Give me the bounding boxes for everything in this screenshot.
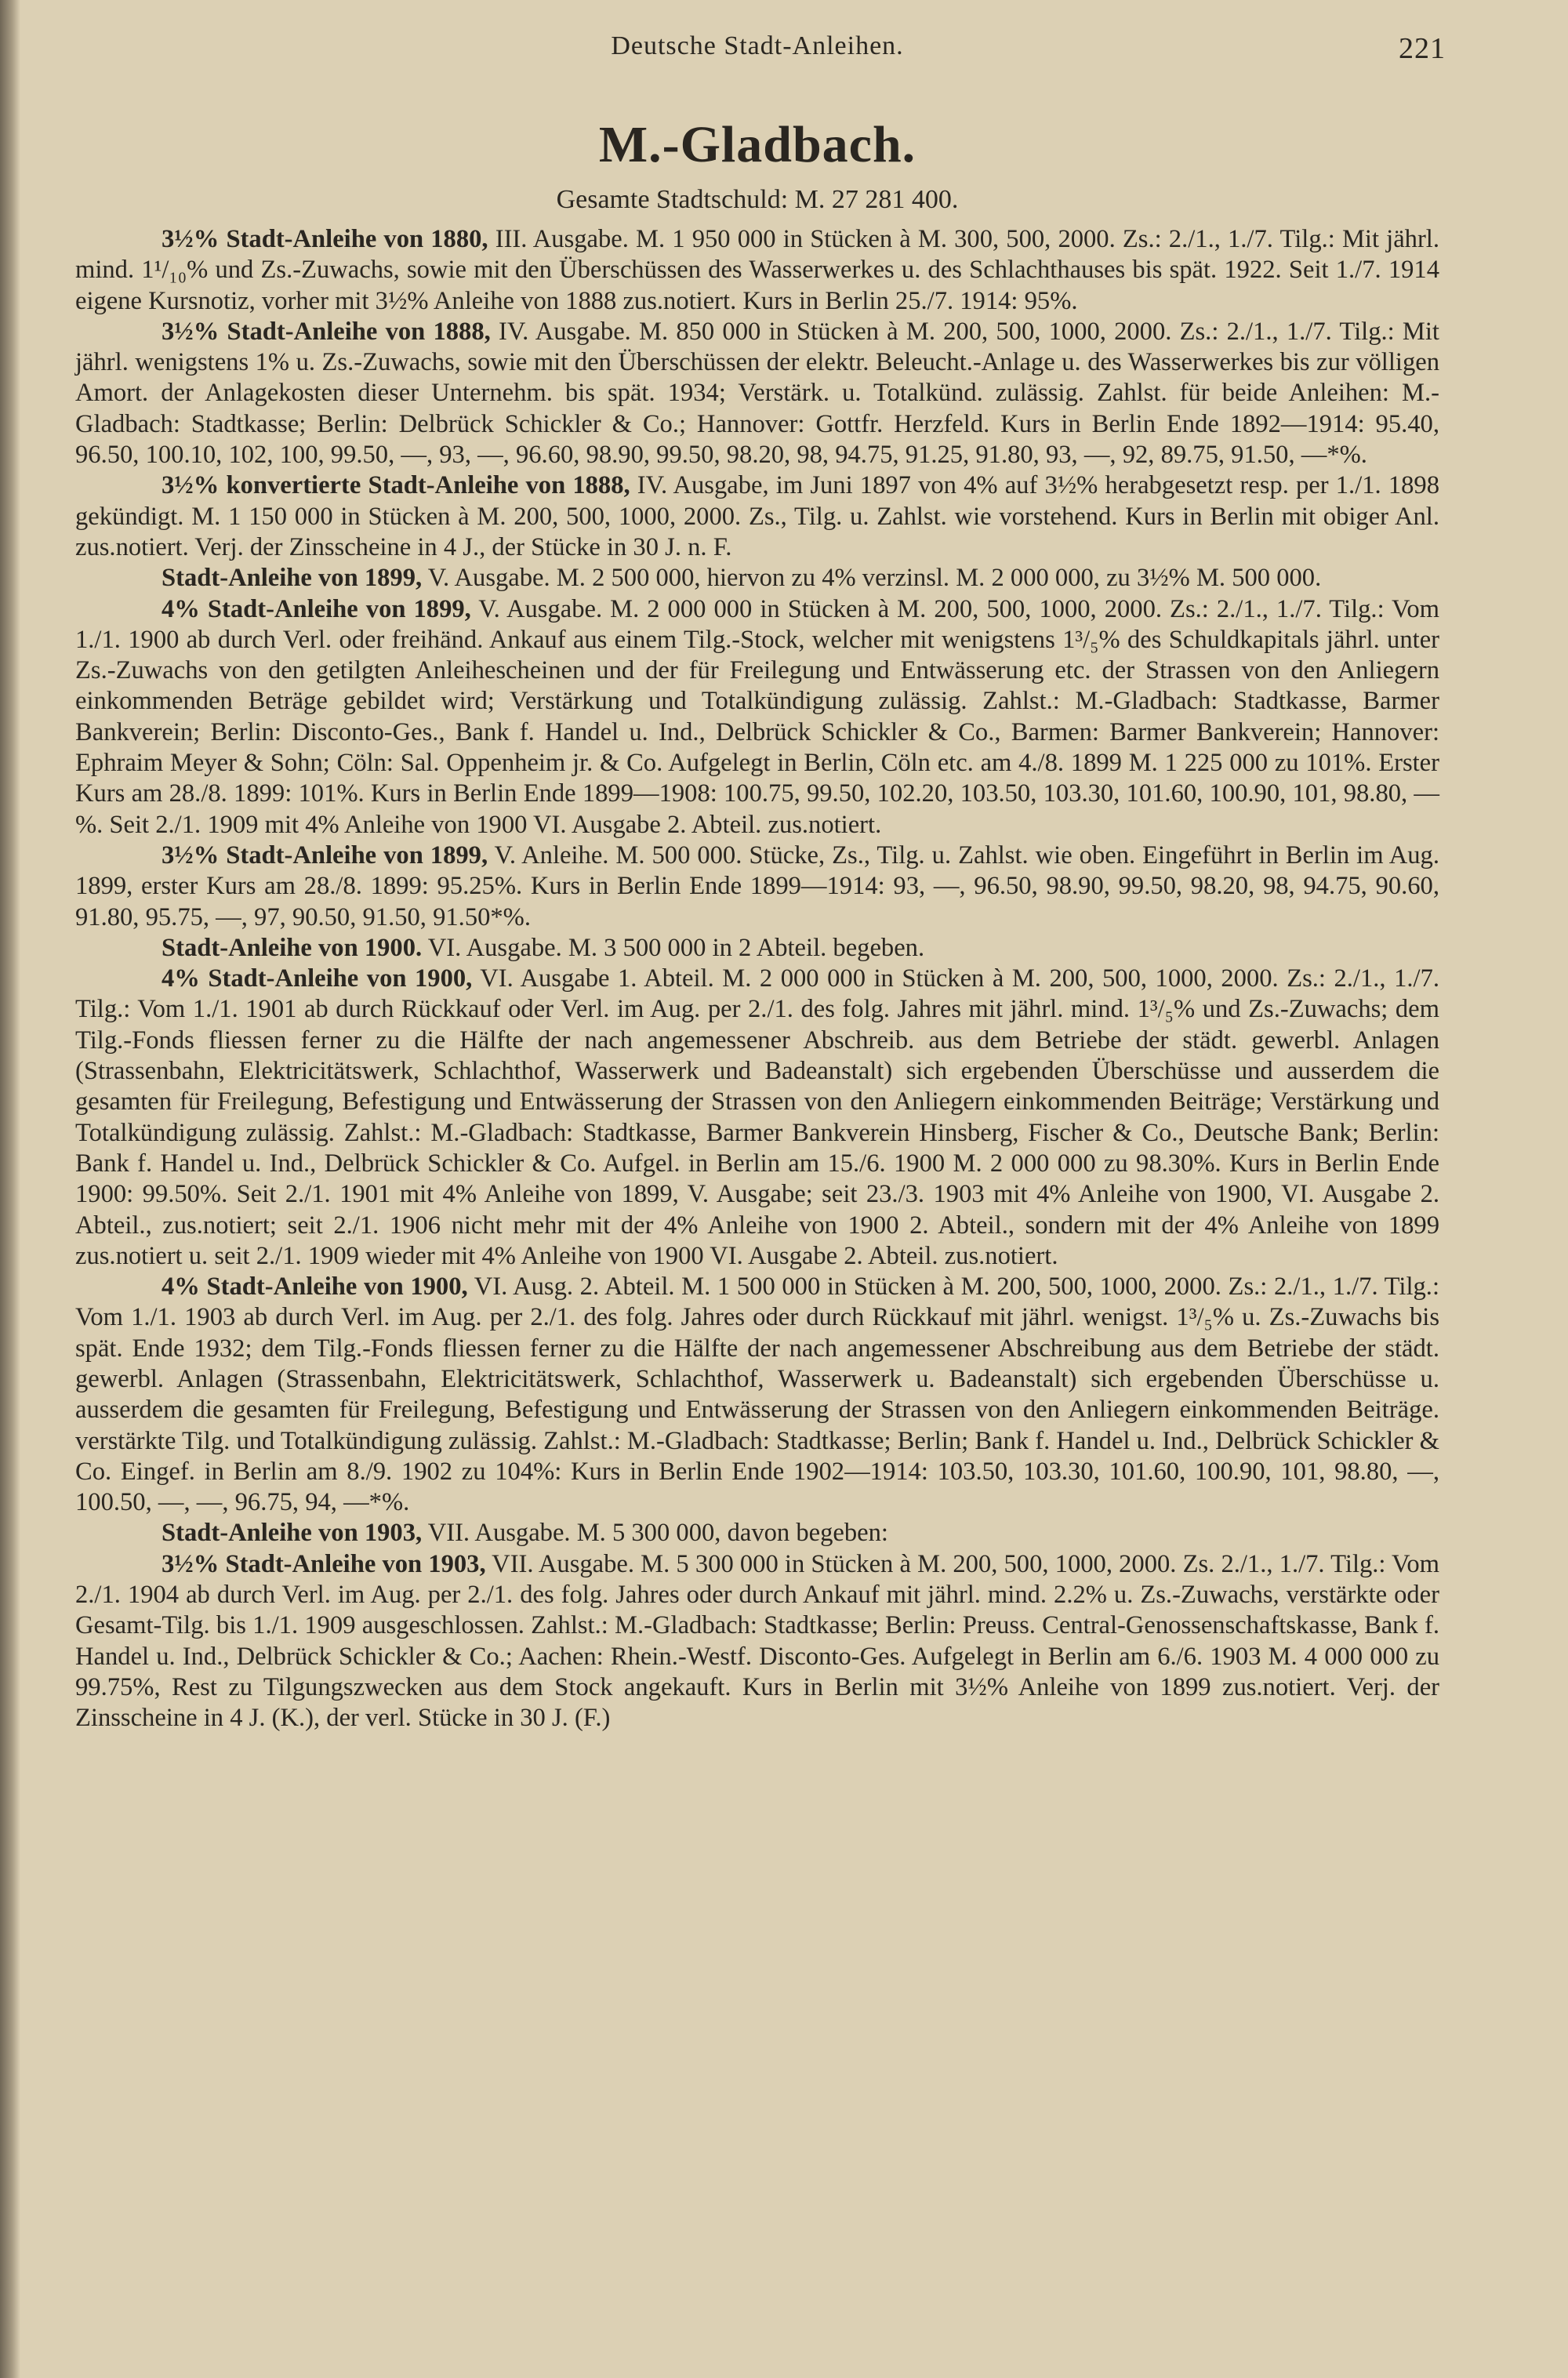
loan-entry [75,1518,1439,1548]
loan-text: IV. Ausgabe. M. 850 000 in Stücken à M. 200, 500, 1000, 2000. Zs.: 2./1., 1./7. Tilg.: Mit jährl. wenigstens 1% u. Zs.-Zuwachs, sowie mit den Überschüssen der elektr. Beleucht.-Anlage u. des Wasserwerkes bis zur völligen Amort. der Anlagekosten dieser Unternehm. bis spät. 1934; Verstärk. u. Totalkünd. zulässig. Zahlst. für beide Anleihen: M.-Gladbach: Stadtkasse; Berlin: Delbrück Schickler & Co.; Hannover: Gottfr. Herzfeld. Kurs in Berlin Ende 1892—1914: 95.40, 96.50, 100.10, 102, 100, 99.50, —, 93, —, 96.60, 98.90, 99.50, 98.20, 98, 94.75, 91.25, 91.80, 93, —, 92, 89.75, 91.50, —*%. [75,317,1439,470]
loan-entries [75,224,1439,1734]
loan-text: VII. Ausgabe. M. 5 300 000 in Stücken à M. 200, 500, 1000, 2000. Zs. 2./1., 1./7. Tilg.: Vom 2./1. 1904 ab durch Verl. im Aug. per 2./1. des folg. Jahres oder durch Ankauf mit jährl. mind. 2.2% u. Zs.-Zuwachs, verstärkte oder Gesamt-Tilg. bis 1./1. 1909 ausgeschlossen. Zahlst.: M.-Gladbach: Stadtkasse; Berlin: Preuss. Central-Genossenschaftskasse, Bank f. Handel u. Ind., Delbrück Schickler & Co.; Aachen: Rhein.-Westf. Disconto-Ges. Aufgelegt in Berlin am 6./6. 1903 M. 4 000 000 zu 99.75%, Rest zu Tilgungszwecken aus dem Stock angekauft. Kurs in Berlin mit 3½% Anleihe von 1899 zus.notiert. Verj. der Zinsscheine in 4 J. (K.), der verl. Stücke in 30 J. (F.) [75,1549,1439,1733]
loan-text: VI. Ausg. 2. Abteil. M. 1 500 000 in Stücken à M. 200, 500, 1000, 2000. Zs.: 2./1., 1./7. Tilg.: Vom 1./1. 1903 ab durch Verl. im Aug. per 2./1. des folg. Jahres oder durch Rückkauf mit jährl. wenigst. 1³/₅% u. Zs.-Zuwachs bis spät. Ende 1932; dem Tilg.-Fonds fliessen ferner zu die Hälfte der nach angemessener Abschreibung aus dem Betriebe der städt. gewerbl. Anlagen (Strassenbahn, Elektricitätswerk, Schlachthof, Wasserwerk u. Badeanstalt) sich ergebenden Überschüsse u. ausserdem die gesamten für Freilegung, Befestigung und Entwässerung der Strassen von den Anliegern einkommenden Beiträge. verstärkte Tilg. und Totalkündigung zulässig. Zahlst.: M.-Gladbach: Stadtkasse; Berlin; Bank f. Handel u. Ind., Delbrück Schickler & Co. Eingef. in Berlin am 8./9. 1902 zu 104%: Kurs in Berlin Ende 1902—1914: 103.50, 103.30, 101.60, 100.90, 101, 98.80, —, 100.50, —, —, 96.75, 94, —*%. [75,1273,1439,1517]
page-number: 221 [1399,32,1446,65]
page-binding-shadow [0,0,20,2378]
loan-heading: 3½% Stadt-Anleihe von 1899, [162,840,488,870]
loan-entry [75,563,1439,594]
loan-heading: Stadt-Anleihe von 1899, [162,564,423,593]
loan-entry [75,840,1439,933]
loan-heading: 4% Stadt-Anleihe von 1899, [162,594,471,623]
loan-text: VI. Ausgabe. M. 3 500 000 in 2 Abteil. begeben. [422,933,925,962]
loan-entry [75,224,1439,317]
loan-entry [75,470,1439,563]
loan-text: IV. Ausgabe, im Juni 1897 von 4% auf 3½% herabgesetzt resp. per 1./1. 1898 gekündigt. M. 1 150 000 in Stücken à M. 200, 500, 1000, 2000. Zs., Tilg. u. Zahlst. wie vorstehend. Kurs in Berlin mit obiger Anl. zus.notiert. Verj. der Zinsscheine in 4 J., der Stücke in 30 J. n. F. [75,471,1439,561]
loan-heading: 3½% Stadt-Anleihe von 1880, [162,225,488,253]
running-title: Deutsche Stadt-Anleihen. [611,31,904,60]
loan-text: V. Anleihe. M. 500 000. Stücke, Zs., Tilg. u. Zahlst. wie oben. Eingeführt in Berlin im Aug. 1899, erster Kurs am 28./8. 1899: 95.25%. Kurs in Berlin Ende 1899—1914: 93, —, 96.50, 98.90, 99.50, 98.20, 98, 94.75, 90.60, 91.80, 95.75, —, 97, 90.50, 91.50, 91.50*%. [75,840,1439,931]
loan-text: V. Ausgabe. M. 2 500 000, hiervon zu 4% verzinsl. M. 2 000 000, zu 3½% M. 500 000. [422,564,1322,593]
loan-heading: 3½% Stadt-Anleihe von 1903, [162,1549,486,1578]
loan-entry [75,594,1439,840]
loan-heading: 3½% Stadt-Anleihe von 1888, [162,317,491,346]
loan-text: VI. Ausgabe 1. Abteil. M. 2 000 000 in Stücken à M. 200, 500, 1000, 2000. Zs.: 2./1., 1./7. Tilg.: Vom 1./1. 1901 ab durch Rückkauf oder Verl. im Aug. per 2./1. des folg. Jahres mit jährl. mind. 1³/₅% und Zs.-Zuwachs; dem Tilg.-Fonds fliessen ferner zu die Hälfte der nach angemessener Abschreib. aus dem Betriebe der städt. gewerbl. Anlagen (Strassenbahn, Elektricitätswerk, Schlachthof, Wasserwerk und Badeanstalt) sich ergebenden Überschüsse und ausserdem die gesamten für Freilegung, Befestigung und Entwässerung der Strassen von den Anliegern einkommenden Beiträge; Verstärkung und Totalkündigung zulässig. Zahlst.: M.-Gladbach: Stadtkasse, Barmer Bankverein Hinsberg, Fischer & Co., Deutsche Bank; Berlin: Bank f. Handel u. Ind., Delbrück Schickler & Co. Aufgel. in Berlin am 15./6. 1900 M. 2 000 000 zu 98.30%. Kurs in Berlin Ende 1900: 99.50%. Seit 2./1. 1901 mit 4% Anleihe von 1899, V. Ausgabe; seit 23./3. 1903 mit 4% Anleihe von 1900, VI. Ausgabe 2. Abteil., zus.notiert; seit 2./1. 1906 nicht mehr mit der 4% Anleihe von 1900 2. Abteil., sondern mit der 4% Anleihe von 1899 zus.notiert u. seit 2./1. 1909 wieder mit 4% Anleihe von 1900 VI. Ausgabe 2. Abteil. zus.notiert. [75,964,1440,1270]
loan-heading: 4% Stadt-Anleihe von 1900, [162,1273,468,1302]
loan-heading: 4% Stadt-Anleihe von 1900, [162,964,473,993]
loan-text: V. Ausgabe. M. 2 000 000 in Stücken à M. 200, 500, 1000, 2000. Zs.: 2./1., 1./7. Tilg.: Vom 1./1. 1900 ab durch Verl. oder freihänd. Ankauf aus einem Tilg.-Stock, welcher mit wenigstens 1³/₅% des Schuldkapitals jährl. unter Zs.-Zuwachs von den getilgten Anleihescheinen und der für Freilegung und Entwässerung etc. der Strassen von den Anliegern einkommenden Beträge gebildet wird; Verstärkung und Totalkündigung zulässig. Zahlst.: M.-Gladbach: Stadtkasse, Barmer Bankverein; Berlin: Disconto-Ges., Bank f. Handel u. Ind., Delbrück Schickler & Co., Barmen: Barmer Bankverein; Hannover: Ephraim Meyer & Sohn; Cöln: Sal. Oppenheim jr. & Co. Aufgelegt in Berlin, Cöln etc. am 4./8. 1899 M. 1 225 000 zu 101%. Erster Kurs am 28./8. 1899: 101%. Kurs in Berlin Ende 1899—1908: 100.75, 99.50, 102.20, 103.50, 103.30, 101.60, 100.90, 101, 98.80, —%. Seit 2./1. 1909 mit 4% Anleihe von 1900 VI. Ausgabe 2. Abteil. zus.notiert. [75,594,1440,839]
loan-entry [75,933,1439,964]
loan-heading: Stadt-Anleihe von 1903, [162,1519,423,1548]
city-title: M.-Gladbach. [598,116,916,173]
loan-heading: Stadt-Anleihe von 1900. [162,933,423,962]
document-page [75,28,1446,1734]
total-debt: Gesamte Stadtschuld: M. 27 281 400. [556,185,959,214]
loan-text: III. Ausgabe. M. 1 950 000 in Stücken à M. 300, 500, 2000. Zs.: 2./1., 1./7. Tilg.: Mit jährl. mind. 1¹/₁₀% und Zs.-Zuwachs, sowie mit den Überschüssen des Wasserwerkes u. des Schlachthauses bis spät. 1922. Seit 1./7. 1914 eigene Kursnotiz, vorher mit 3½% Anleihe von 1888 zus.notiert. Kurs in Berlin 25./7. 1914: 95%. [75,225,1439,315]
loan-entry [75,1272,1439,1518]
loan-entry [75,964,1439,1272]
loan-entry [75,1549,1439,1734]
loan-entry [75,317,1439,470]
running-head [75,28,1446,75]
loan-text: VII. Ausgabe. M. 5 300 000, davon begeben: [422,1519,888,1548]
loan-heading: 3½% konvertierte Stadt-Anleihe von 1888, [162,471,630,500]
